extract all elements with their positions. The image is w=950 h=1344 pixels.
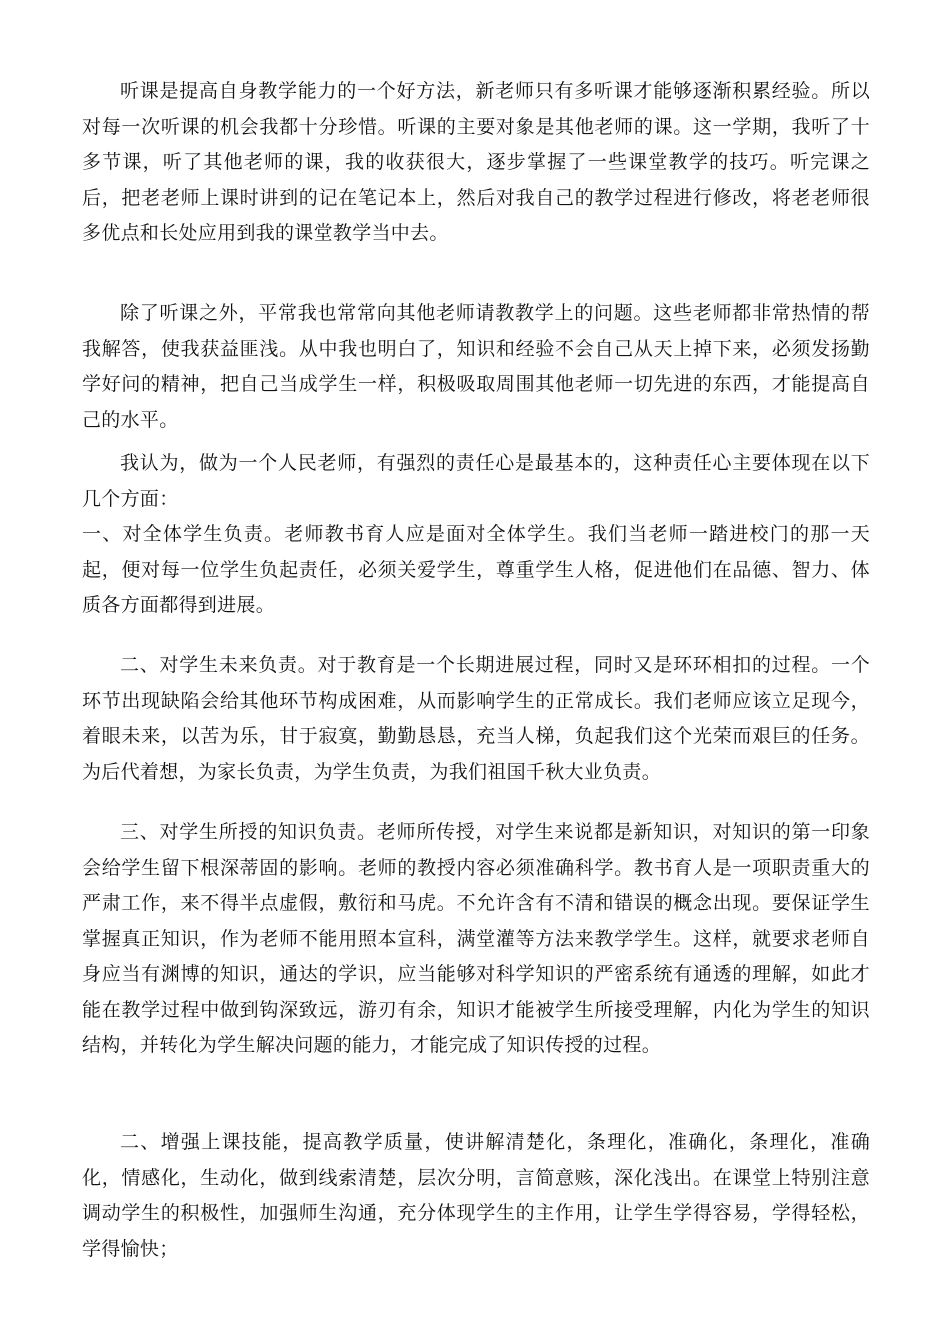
paragraph-point-two: 二、对学生未来负责。对于教育是一个长期进展过程，同时又是环环相扣的过程。一个环节出现缺陷会给其他环节构成困难，从而影响学生的正常成长。我们老师应该立足现今，着眼未来，以苦为乐，甘于寂寞，勤勤恳恳，充当人梯，负起我们这个光荣而艰巨的任务。为后代着想，为家长负责，为学生负责，为我们祖国千秋大业负责。 xyxy=(82,654,870,783)
paragraph-teaching-skills: 二、增强上课技能，提高教学质量，使讲解清楚化，条理化，准确化，条理化，准确化，情感化，生动化，做到线索清楚，层次分明，言简意赅，深化浅出。在课堂上特别注意调动学生的积极性，加强师生沟通，充分体现学生的主作用，让学生学得容易，学得轻松，学得愉快； xyxy=(82,1131,870,1260)
paragraph-responsibility-intro: 我认为，做为一个人民老师，有强烈的责任心是最基本的，这种责任心主要体现在以下几个方面： xyxy=(82,452,870,510)
paragraph-asking-teachers: 除了听课之外，平常我也常常向其他老师请教教学上的问题。这些老师都非常热情的帮我解答，使我获益匪浅。从中我也明白了，知识和经验不会自己从天上掉下来，必须发扬勤学好问的精神，把自己当成学生一样，积极吸取周围其他老师一切先进的东西，才能提高自己的水平。 xyxy=(82,302,870,431)
paragraph-listening-lessons: 听课是提高自身教学能力的一个好方法，新老师只有多听课才能够逐渐积累经验。所以对每一次听课的机会我都十分珍惜。听课的主要对象是其他老师的课。这一学期，我听了十多节课，听了其他老师的课，我的收获很大，逐步掌握了一些课堂教学的技巧。听完课之后，把老老师上课时讲到的记在笔记本上，然后对我自己的教学过程进行修改，将老老师很多优点和长处应用到我的课堂教学当中去。 xyxy=(82,80,870,244)
paragraph-point-three: 三、对学生所授的知识负责。老师所传授，对学生来说都是新知识，对知识的第一印象会给学生留下根深蒂固的影响。老师的教授内容必须准确科学。教书育人是一项职责重大的严肃工作，来不得半点虚假，敷衍和马虎。不允许含有不清和错误的概念出现。要保证学生掌握真正知识，作为老师不能用照本宣科，满堂灌等方法来教学学生。这样，就要求老师自身应当有渊博的知识，通达的学识，应当能够对科学知识的严密系统有通透的理解，如此才能在教学过程中做到钩深致远，游刃有余，知识才能被学生所接受理解，内化为学生的知识结构，并转化为学生解决问题的能力，才能完成了知识传授的过程。 xyxy=(82,821,870,1056)
paragraph-point-one: 一、对全体学生负责。老师教书育人应是面对全体学生。我们当老师一踏进校门的那一天起，便对每一位学生负起责任，必须关爱学生，尊重学生人格，促进他们在品德、智力、体质各方面都得到进展。 xyxy=(82,523,870,616)
